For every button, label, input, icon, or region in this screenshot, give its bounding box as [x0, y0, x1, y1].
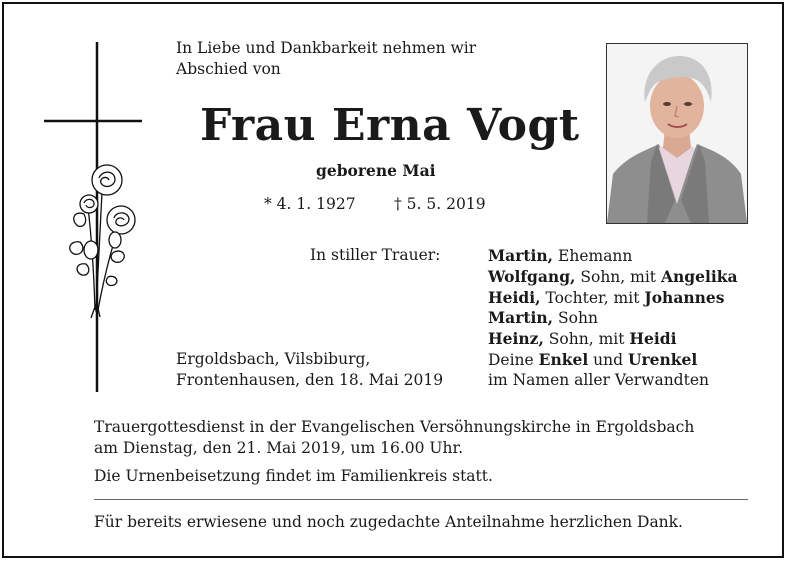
service-info — [94, 417, 694, 459]
intro-line-2: Abschied von — [176, 60, 281, 78]
deceased-name: Frau Erna Vogt — [200, 100, 580, 151]
death-date: † 5. 5. 2019 — [394, 195, 486, 213]
family-member: Martin, Ehemann — [488, 246, 633, 265]
place-line-2: Frontenhausen, den 18. Mai 2019 — [176, 371, 444, 389]
cross-with-roses-icon — [44, 42, 150, 394]
place-line-1: Ergoldsbach, Vilsbiburg, — [176, 350, 371, 368]
family-member: Heinz, Sohn, mit Heidi — [488, 329, 677, 349]
mourning-label: In stiller Trauer: — [310, 246, 441, 264]
thanks-text: Für bereits erwiesene und noch zugedachte Anteilnahme herzlichen Dank. — [94, 513, 683, 531]
service-line-2: am Dienstag, den 21. Mai 2019, um 16.00 Uhr. — [94, 439, 464, 457]
urn-info: Die Urnenbeisetzung findet im Familienkreis statt. — [94, 467, 493, 485]
divider — [94, 499, 748, 500]
family-list — [488, 245, 738, 391]
family-member: Martin, Sohn — [488, 308, 598, 328]
relatives-line: im Namen aller Verwandten — [488, 370, 709, 389]
service-line-1: Trauergottesdienst in der Evangelischen Versöhnungskirche in Ergoldsbach — [94, 418, 695, 436]
intro-text — [176, 38, 476, 80]
intro-line-1: In Liebe und Dankbarkeit nehmen wir — [176, 39, 477, 57]
birth-name: geborene Mai — [316, 161, 436, 180]
obituary-card — [2, 2, 784, 558]
place-and-date — [176, 349, 443, 391]
family-member: Wolfgang, Sohn, mit Angelika — [488, 266, 738, 286]
grandchildren-line: Deine Enkel und Urenkel — [488, 349, 698, 369]
portrait-photo — [606, 43, 748, 224]
birth-date: * 4. 1. 1927 — [264, 195, 356, 213]
family-member: Heidi, Tochter, mit Johannes — [488, 287, 725, 307]
